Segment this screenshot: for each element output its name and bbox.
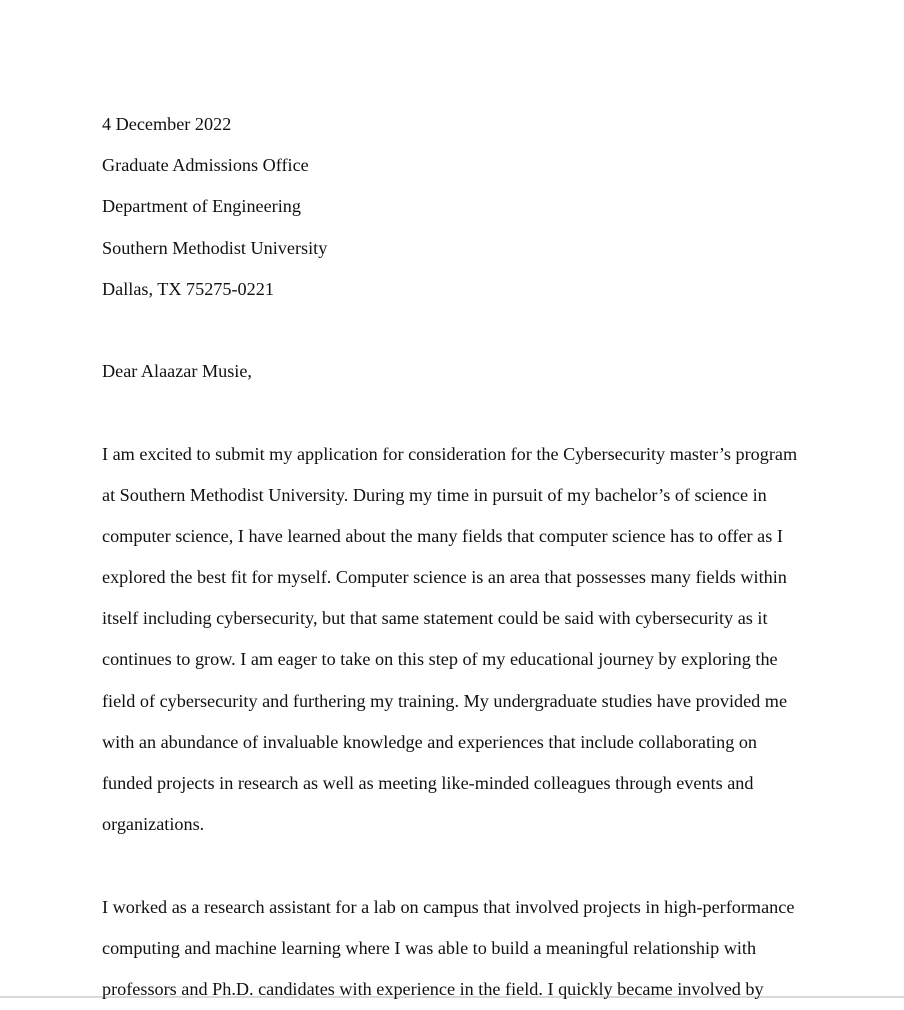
blank-line <box>102 392 802 433</box>
recipient-line: Southern Methodist University <box>102 237 328 258</box>
paragraph-line: itself including cybersecurity, but that same statement could be said with cybersecurity as it <box>102 608 768 629</box>
paragraph-line: computer science, I have learned about the many fields that computer science has to offer as I <box>102 525 783 546</box>
paragraph-line: with an abundance of invaluable knowledge and experiences that include collaborating on <box>102 731 758 752</box>
paragraph-1 <box>102 434 802 846</box>
paragraph-line: professors and Ph.D. candidates with experience in the field. I quickly became involved by <box>102 978 764 999</box>
recipient-line: Department of Engineering <box>102 196 301 217</box>
blank-line <box>102 310 802 351</box>
paragraph-2 <box>102 887 802 1010</box>
paragraph-line: explored the best fit for myself. Computer science is an area that possesses many fields within <box>102 567 787 588</box>
paragraph-line: continues to grow. I am eager to take on this step of my educational journey by exploring the <box>102 649 778 670</box>
paragraph-line: funded projects in research as well as meeting like-minded colleagues through events and <box>102 773 754 793</box>
paragraph-line: I worked as a research assistant for a lab on campus that involved projects in high-performance <box>102 896 795 917</box>
recipient-line: Graduate Admissions Office <box>102 155 309 176</box>
blank-line <box>102 845 802 886</box>
paragraph-line: field of cybersecurity and furthering my training. My undergraduate studies have provided me <box>102 690 788 711</box>
paragraph-line: I am excited to submit my application for consideration for the Cybersecurity master’s program <box>102 443 798 464</box>
letter-body <box>102 104 802 1010</box>
salutation: Dear Alaazar Musie, <box>102 361 252 382</box>
paragraph-line: at Southern Methodist University. During my time in pursuit of my bachelor’s of science in <box>102 484 767 505</box>
recipient-line: Dallas, TX 75275-0221 <box>102 278 274 299</box>
paragraph-line: computing and machine learning where I was able to build a meaningful relationship with <box>102 937 757 958</box>
paragraph-line: organizations. <box>102 814 205 835</box>
letter-date: 4 December 2022 <box>102 114 232 134</box>
